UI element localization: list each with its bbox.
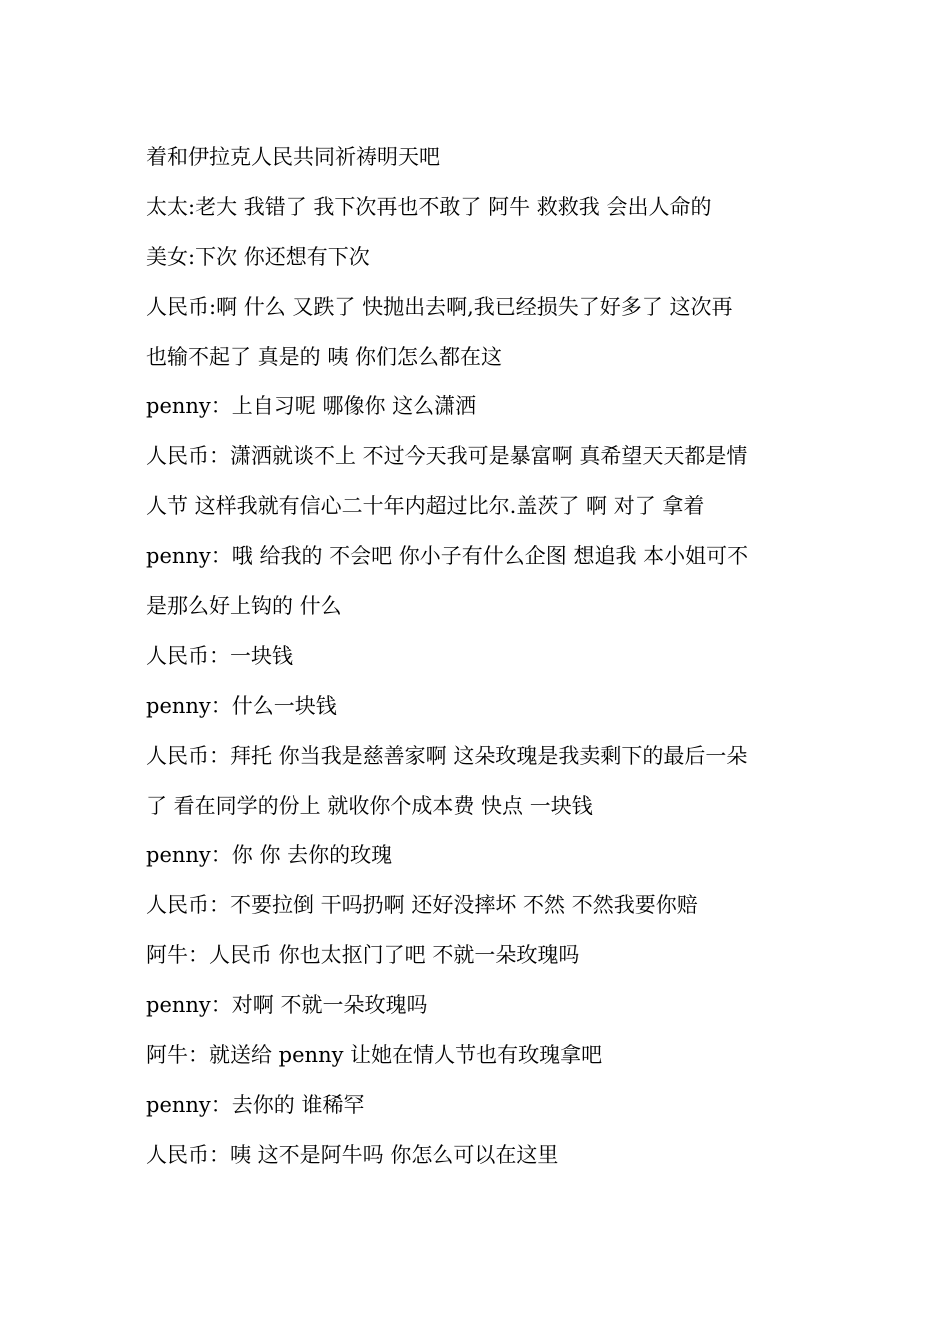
text-line: penny：上自习呢 哪像你 这么潇洒	[146, 394, 477, 419]
text-line: 了 看在同学的份上 就收你个成本费 快点 一块钱	[146, 793, 593, 818]
text-line: 美女:下次 你还想有下次	[146, 244, 370, 269]
text-line: 是那么好上钩的 什么	[146, 594, 342, 619]
text-line: 人民币：潇洒就谈不上 不过今天我可是暴富啊 真希望天天都是情	[146, 444, 748, 469]
text-line: 人民币:啊 什么 又跌了 快抛出去啊,我已经损失了好多了 这次再	[146, 294, 733, 319]
text-line: 也输不起了 真是的 咦 你们怎么都在这	[146, 344, 503, 369]
text-line: 阿牛：人民币 你也太抠门了吧 不就一朵玫瑰吗	[146, 943, 580, 968]
document-body	[146, 140, 806, 1188]
text-line: penny：对啊 不就一朵玫瑰吗	[146, 993, 428, 1018]
text-line: 人民币：一块钱	[146, 643, 293, 668]
text-line: 人民币：拜托 你当我是慈善家啊 这朵玫瑰是我卖剩下的最后一朵	[146, 743, 748, 768]
text-line: 人民币：不要拉倒 干吗扔啊 还好没摔坏 不然 不然我要你赔	[146, 893, 698, 918]
text-line: penny：去你的 谁稀罕	[146, 1092, 365, 1117]
text-line: penny：你 你 去你的玫瑰	[146, 843, 393, 868]
text-line: 人民币：咦 这不是阿牛吗 你怎么可以在这里	[146, 1142, 559, 1167]
text-line: 人节 这样我就有信心二十年内超过比尔.盖茨了 啊 对了 拿着	[146, 494, 705, 519]
text-line: penny：哦 给我的 不会吧 你小子有什么企图 想追我 本小姐可不	[146, 544, 749, 569]
text-line: 阿牛：就送给 penny 让她在情人节也有玫瑰拿吧	[146, 1043, 603, 1068]
text-line: penny：什么一块钱	[146, 693, 337, 718]
text-line: 太太:老大 我错了 我下次再也不敢了 阿牛 救救我 会出人命的	[146, 194, 712, 219]
text-line: 着和伊拉克人民共同祈祷明天吧	[146, 145, 440, 169]
